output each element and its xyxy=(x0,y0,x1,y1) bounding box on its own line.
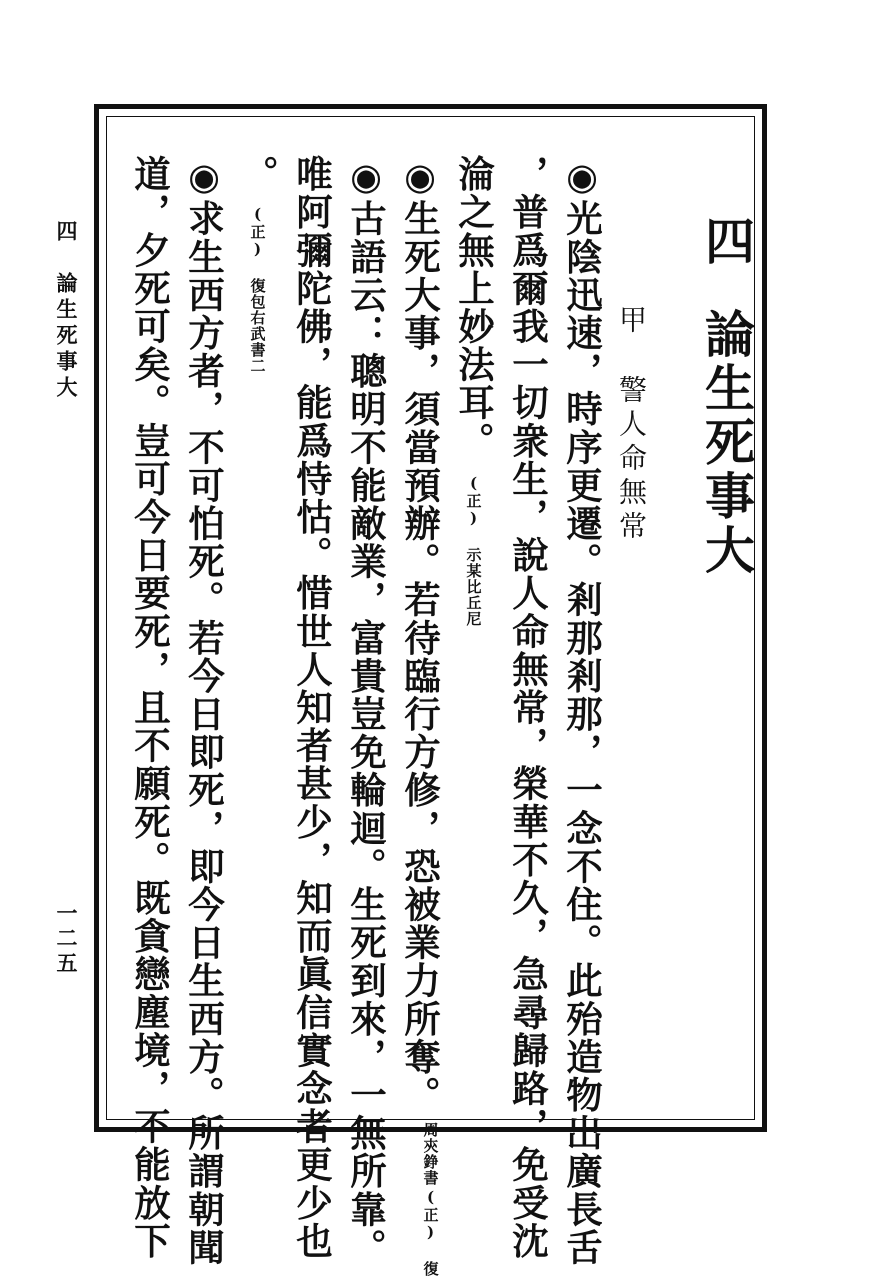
passage-3-line-3 xyxy=(236,155,280,375)
passage-4-line-1: ◉求生西方者，不可怕死。若今日即死，即今日生西方。所謂朝聞 xyxy=(182,155,226,1267)
page-number: 一二五 xyxy=(54,902,79,977)
running-header: 四 論生死事大 xyxy=(54,220,79,402)
passage-4-line-2: 道，夕死可矣。豈可今日要死，且不願死。既貪戀塵境，不能放下 xyxy=(128,155,172,1260)
passage-2-source-line-1: (正) 復 xyxy=(421,1188,440,1277)
passage-2-source-line-2: 周㚒錚書 xyxy=(421,1122,440,1186)
section-label: 甲 xyxy=(615,305,648,333)
chapter-number: 四 xyxy=(697,215,756,265)
passage-3-text-end: 。 xyxy=(236,155,280,194)
passage-1-line-3 xyxy=(452,155,496,627)
passage-2-source xyxy=(423,1122,438,1277)
section-title: 警人命無常 xyxy=(615,375,648,545)
passage-2-text: ◉生死大事，須當預辦。若待臨行方修，恐被業力所奪。 xyxy=(398,155,442,1114)
passage-2-line-1 xyxy=(398,155,442,1277)
passage-3-source: (正) 復包右武書二 xyxy=(248,205,267,375)
passage-1-line-1: ◉光陰迅速，時序更遷。剎那剎那，一念不住。此殆造物出廣長舌 xyxy=(560,155,604,1267)
passage-3-line-2: 唯阿彌陀佛，能爲恃怙。惜世人知者甚少，知而眞信實念者更少也 xyxy=(290,155,334,1260)
chapter-title: 論生死事大 xyxy=(697,308,756,578)
passage-3-line-1: ◉古語云：聰明不能敵業，富貴豈免輪迴。生死到來，一無所靠。 xyxy=(344,155,388,1267)
passage-1-line-2: ，普爲爾我一切衆生，說人命無常，榮華不久，急尋歸路，免受沈 xyxy=(506,155,550,1260)
passage-1-text-end: 淪之無上妙法耳。 xyxy=(452,155,496,460)
passage-1-source: (正) 示某比丘尼 xyxy=(464,473,483,627)
